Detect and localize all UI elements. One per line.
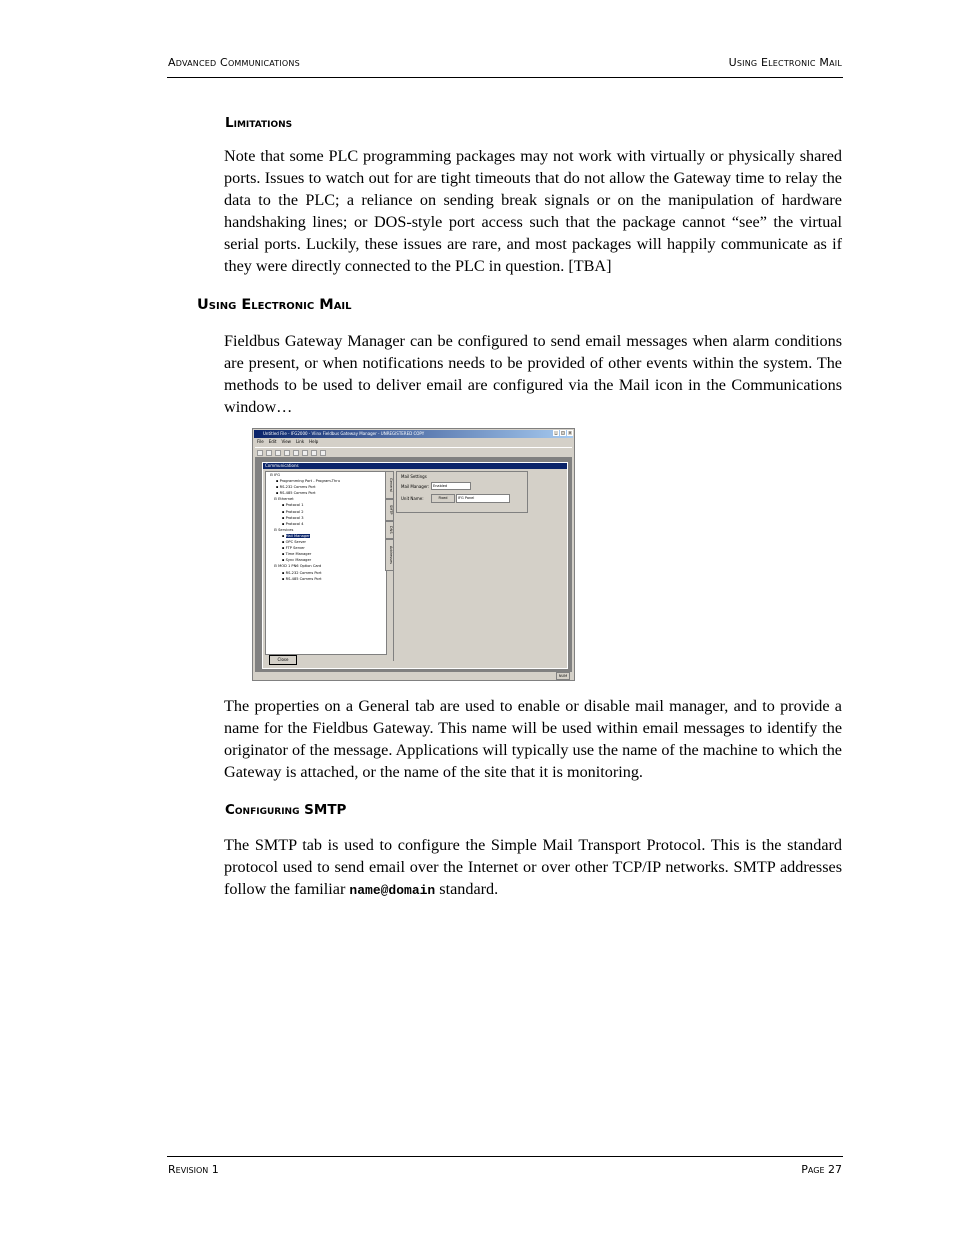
email-heading: Using Electronic Mail [197,297,352,313]
general-tab-text: The properties on a General tab are used to enable or disable mail manager, and to provide a name for the Fieldbus Gateway. This name will be used within email messages to identify the originator of the message. Applications will typically use the name of the machine to which the Gateway is attached, or the name of the site that it is monitoring. [224,697,842,781]
header-rule [167,77,843,78]
vertical-tabs [385,471,394,661]
tree-item: ▪ RS-485 Comms Port [276,491,316,496]
code-name-domain: name@domain [349,883,436,898]
window-controls [553,430,573,436]
window-title: Untitled File - IFG2000 - Vlinx Fieldbus Gateway Manager - UNREGISTERED COPY [254,430,573,438]
tree-item: ⊟ MOD 1 PN6 Option Card [274,564,322,569]
tree-item: ⊟ Ethernet [274,497,294,502]
comm-tree [265,471,387,655]
footer-left: Revision 1 [168,1163,219,1176]
maximize-icon: □ [561,430,565,435]
gateway-manager-screenshot [252,428,575,681]
close-button: Close [269,655,297,665]
tree-item: ▪ FTP Server [282,546,305,551]
tree-item: ▪ Protocol 1 [282,503,304,508]
paste-icon [302,450,308,456]
menu-bar [255,439,318,446]
menu-help: Help [309,439,319,444]
tree-item: ▪ Time Manager [282,552,312,557]
minimize-icon: _ [555,430,557,435]
link-icon [320,450,326,456]
limitations-heading: Limitations [225,115,293,131]
tree-item: ▪ RS-485 Comms Port [282,576,322,581]
save-icon [275,450,281,456]
fixed-button: Fixed [431,494,455,503]
tree-item: ▪ Programming Port - Program-Thru [276,479,341,484]
menu-link: Link [295,439,305,444]
unit-name-label: Unit Name: [401,496,424,501]
tree-item: ▪ RS-232 Comms Port [282,570,322,575]
footer-page-number: Page 27 [801,1163,842,1176]
tree-item: ⊟ IFG [270,473,281,477]
tree-item: ⊟ Services [274,527,294,532]
delete-icon [311,450,317,456]
tree-item: ▪ Protocol 2 [282,509,304,514]
tree-item: ▪ Protocol 4 [282,521,304,526]
tab-dns: DNS [385,521,394,539]
toolbar [255,447,572,458]
running-header-left: Advanced Communications [168,56,300,69]
mail-manager-select: Enabled [431,482,471,490]
copy-icon [293,450,299,456]
running-header-right: Using Electronic Mail [728,56,842,69]
close-icon: × [568,430,572,435]
limitations-text: Note that some PLC programming packages may not work with virtually or physically shared ports. Issues to watch out for are tight timeouts that do not allow the Gateway time to relay the data to the PLC; a reliance on sending break signals or on the manipulation of hardware handshaking lines; or DOS-style port access such that the package cannot “see” the virtual serial ports. Luckily, these issues are rare, and most packages will happily communicate as if they were directly connected to the PLC in question. [TBA] [224,147,842,275]
tab-addresses: Addresses [385,539,394,571]
tree-item: ▪ Protocol 3 [282,515,304,520]
open-icon [266,450,272,456]
mail-settings-title: Mail Settings [401,474,427,479]
workspace [255,458,572,671]
unit-name-input: IFG Panel [456,494,510,503]
menu-view: View [281,439,291,444]
tree-item: ▪ Sync Manager [282,558,312,563]
status-bar [255,671,572,679]
tab-general: General [385,471,394,499]
footer-rule [167,1156,843,1157]
menu-edit: Edit [268,439,277,444]
smtp-text: The SMTP tab is used to configure the Simple Mail Transport Protocol. This is the standard protocol used to send email over the Internet or over other TCP/IP networks. SMTP addresses follow the familiar name@domain standard. [224,836,842,898]
email-text: Fieldbus Gateway Manager can be configured to send email messages when alarm conditions are present, or when notifications needs to be provided of other events within the system. The methods to be used to deliver email are configured via the Mail icon in the Communications window… [224,332,842,416]
tree-item: ▪ RS-232 Comms Port [276,485,316,490]
tree-item: ▪ OPC Server [282,540,307,545]
communications-title: Communications [263,463,567,469]
mail-settings-panel [396,471,528,513]
cut-icon [284,450,290,456]
smtp-heading: Configuring SMTP [225,802,347,818]
tab-smtp: SMTP [385,499,394,521]
tree-item: ▪ Mail Manager [282,533,310,538]
new-icon [257,450,263,456]
communications-window [262,462,568,669]
mail-manager-label: Mail Manager: [401,484,430,489]
menu-file: File [257,439,264,444]
num-indicator: NUM [556,672,570,680]
